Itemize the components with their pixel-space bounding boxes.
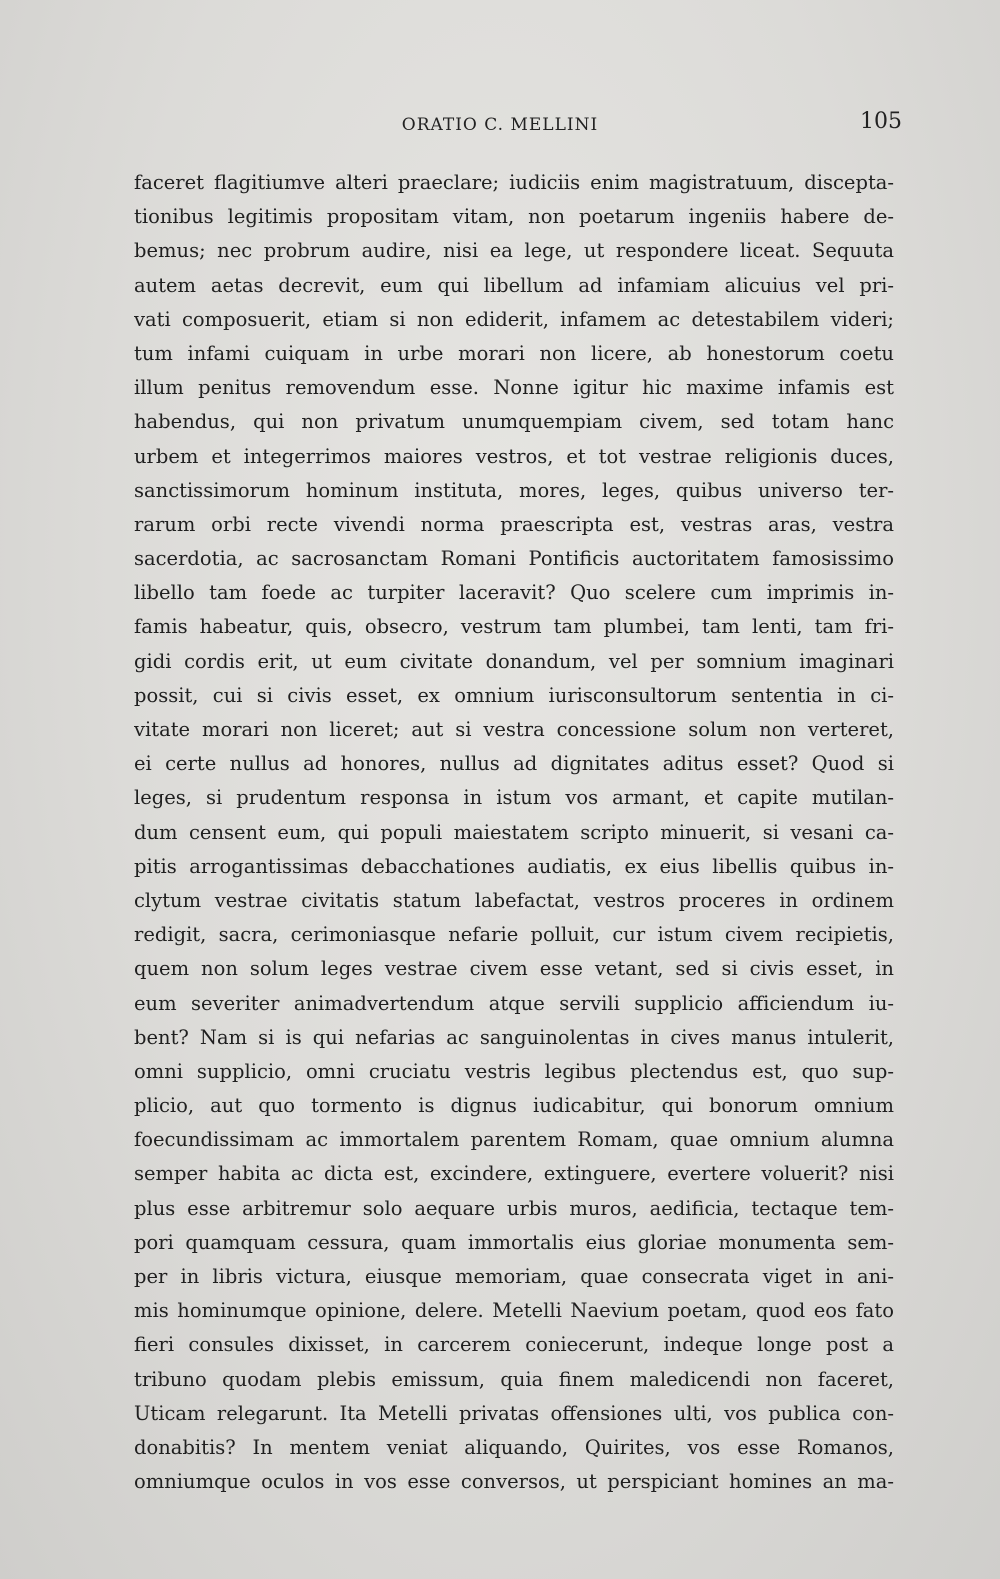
text-line: plicio, aut quo tormento is dignus iudicabitur, qui bonorum omnium [134, 1094, 894, 1118]
running-title: ORATIO C. MELLINI [401, 115, 599, 135]
text-line: possit, cui si civis esset, ex omnium iurisconsultorum sententia in ci- [134, 683, 894, 707]
text-line: famis habeatur, quis, obsecro, vestrum tam plumbei, tam lenti, tam fri- [134, 615, 894, 639]
text-line: mis hominumque opinione, delere. Metelli Naevium poetam, quod eos fato [134, 1299, 894, 1323]
text-line: quem non solum leges vestrae civem esse vetant, sed si civis esset, in [134, 957, 894, 981]
text-line: fieri consules dixisset, in carcerem coniecerunt, indeque longe post a [134, 1333, 894, 1357]
text-line: bemus; nec probrum audire, nisi ea lege, ut respondere liceat. Sequuta [134, 239, 894, 263]
text-line: sacerdotia, ac sacrosanctam Romani Pontificis auctoritatem famosissimo [134, 547, 894, 571]
text-line: ei certe nullus ad honores, nullus ad dignitates aditus esset? Quod si [134, 752, 894, 776]
text-line: eum severiter animadvertendum atque servili supplicio afficiendum iu- [134, 991, 894, 1015]
body-text [134, 166, 894, 1499]
text-line: foecundissimam ac immortalem parentem Romam, quae omnium alumna [134, 1128, 894, 1152]
text-line: pori quamquam cessura, quam immortalis eius gloriae monumenta sem- [134, 1230, 894, 1254]
text-line: tum infami cuiquam in urbe morari non licere, ab honestorum coetu [134, 341, 894, 365]
text-line: urbem et integerrimos maiores vestros, et tot vestrae religionis duces, [134, 444, 894, 468]
text-line: per in libris victura, eiusque memoriam, quae consecrata viget in ani- [134, 1265, 894, 1288]
text-line: Uticam relegarunt. Ita Metelli privatas offensiones ulti, vos publica con- [134, 1401, 894, 1425]
text-line: faceret flagitiumve alteri praeclare; iudiciis enim magistratuum, discepta- [134, 171, 894, 194]
text-line: vati composuerit, etiam si non ediderit, infamem ac detestabilem videri; [134, 307, 894, 331]
text-line: sanctissimorum hominum instituta, mores, leges, quibus universo ter- [134, 478, 894, 502]
text-line: clytum vestrae civitatis statum labefactat, vestros proceres in ordinem [134, 888, 894, 912]
text-line: leges, si prudentum responsa in istum vos armant, et capite mutilan- [134, 786, 894, 810]
text-line: dum censent eum, qui populi maiestatem scripto minuerit, si vesani ca- [134, 820, 894, 844]
text-line: omni supplicio, omni cruciatu vestris legibus plectendus est, quo sup- [134, 1059, 894, 1083]
text-line: tionibus legitimis propositam vitam, non poetarum ingeniis habere de- [134, 205, 894, 229]
text-line: bent? Nam si is qui nefarias ac sanguinolentas in cives manus intulerit, [134, 1025, 894, 1049]
text-line: gidi cordis erit, ut eum civitate donandum, vel per somnium imaginari [134, 649, 894, 673]
text-line: habendus, qui non privatum unumquempiam civem, sed totam hanc [134, 410, 894, 434]
text-line: tribuno quodam plebis emissum, quia finem maledicendi non faceret, [134, 1367, 894, 1391]
text-line: libello tam foede ac turpiter laceravit? Quo scelere cum imprimis in- [134, 581, 894, 605]
text-line: redigit, sacra, cerimoniasque nefarie polluit, cur istum civem recipietis, [134, 923, 894, 947]
text-line: illum penitus removendum esse. Nonne igitur hic maxime infamis est [134, 376, 894, 400]
text-line: rarum orbi recte vivendi norma praescripta est, vestras aras, vestra [134, 512, 894, 536]
text-line: plus esse arbitremur solo aequare urbis muros, aedificia, tectaque tem- [134, 1196, 894, 1220]
text-line: donabitis? In mentem veniat aliquando, Quirites, vos esse Romanos, [134, 1435, 894, 1459]
text-line: pitis arrogantissimas debacchationes audiatis, ex eius libellis quibus in- [134, 854, 894, 878]
page-number: 105 [860, 109, 902, 134]
text-line: omniumque oculos in vos esse conversos, ut perspiciant homines an ma- [134, 1470, 894, 1494]
text-line: vitate morari non liceret; aut si vestra concessione solum non verteret, [134, 718, 894, 741]
text-line: semper habita ac dicta est, excindere, extinguere, evertere voluerit? nisi [134, 1162, 894, 1186]
text-line: autem aetas decrevit, eum qui libellum ad infamiam alicuius vel pri- [134, 273, 894, 297]
page-header [0, 109, 1000, 145]
